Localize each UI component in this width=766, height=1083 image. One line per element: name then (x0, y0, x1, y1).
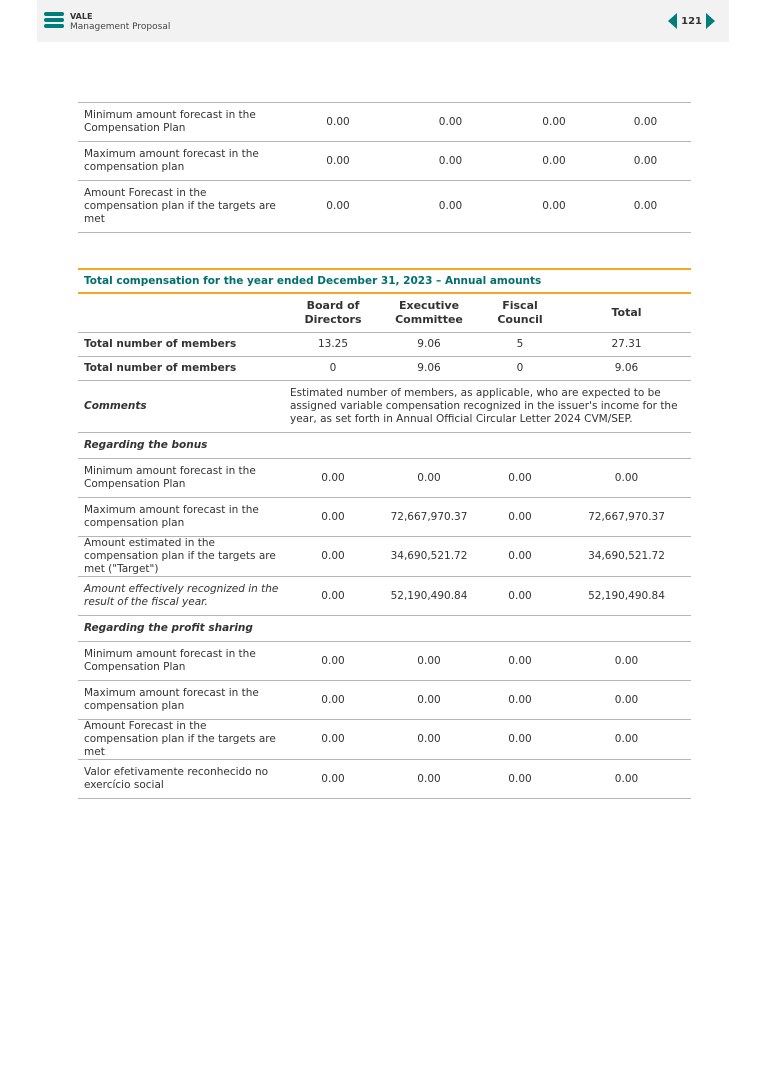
row-label: Amount estimated in the compensation plan if the targets are met ("Target") (78, 537, 286, 577)
cell-executive: 9.06 (380, 357, 478, 381)
table-row (78, 498, 691, 537)
cell-executive: 0.00 (380, 459, 478, 498)
cell-fiscal: 0.00 (478, 537, 562, 577)
cell-total: 9.06 (562, 357, 691, 381)
cell-total: 27.31 (562, 333, 691, 357)
cell-board: 13.25 (286, 333, 380, 357)
cell-executive: 9.06 (380, 333, 478, 357)
cell-total: 0.00 (600, 103, 691, 142)
cell-board: 0.00 (286, 720, 380, 760)
table-row (78, 181, 691, 233)
section-bonus: Regarding the bonus (78, 433, 691, 459)
column-header-executive: Executive Committee (380, 293, 478, 333)
profit-sharing-table-top (78, 102, 691, 233)
cell-board: 0.00 (283, 181, 393, 233)
cell-fiscal: 0.00 (508, 103, 600, 142)
table-row (78, 577, 691, 616)
cell-board: 0.00 (286, 459, 380, 498)
cell-total: 0.00 (562, 720, 691, 760)
cell-board: 0.00 (286, 537, 380, 577)
table-row (78, 357, 691, 381)
table-row (78, 760, 691, 799)
page-header (37, 0, 729, 42)
row-label: Total number of members (78, 333, 286, 357)
brand-subtitle: Management Proposal (70, 22, 171, 32)
cell-fiscal: 0.00 (478, 681, 562, 720)
cell-executive: 0.00 (393, 142, 508, 181)
cell-executive: 72,667,970.37 (380, 498, 478, 537)
cell-executive: 0.00 (380, 760, 478, 799)
header-blank (78, 293, 286, 333)
cell-total: 52,190,490.84 (562, 577, 691, 616)
cell-fiscal: 0.00 (478, 498, 562, 537)
table-row (78, 142, 691, 181)
row-label: Valor efetivamente reconhecido no exercício social (78, 760, 286, 799)
cell-board: 0.00 (283, 103, 393, 142)
next-page-icon[interactable] (706, 13, 715, 29)
cell-executive: 0.00 (380, 681, 478, 720)
cell-fiscal: 0.00 (478, 642, 562, 681)
cell-executive: 0.00 (393, 181, 508, 233)
table-row (78, 681, 691, 720)
table-title-row (78, 269, 691, 293)
row-label: Maximum amount forecast in the compensation plan (78, 142, 283, 181)
cell-total: 0.00 (600, 142, 691, 181)
cell-fiscal: 0 (478, 357, 562, 381)
table-row (78, 103, 691, 142)
section-row (78, 616, 691, 642)
column-header-board: Board of Directors (286, 293, 380, 333)
menu-icon[interactable] (44, 12, 64, 28)
cell-fiscal: 0.00 (478, 577, 562, 616)
pager (668, 13, 715, 29)
cell-total: 0.00 (562, 459, 691, 498)
cell-total: 0.00 (562, 681, 691, 720)
cell-board: 0.00 (283, 142, 393, 181)
row-label: Total number of members (78, 357, 286, 381)
row-label: Amount effectively recognized in the result of the fiscal year. (78, 577, 286, 616)
table-title: Total compensation for the year ended December 31, 2023 – Annual amounts (78, 269, 691, 293)
cell-executive: 0.00 (380, 642, 478, 681)
table-row (78, 642, 691, 681)
cell-fiscal: 0.00 (478, 760, 562, 799)
column-header-total: Total (562, 293, 691, 333)
row-label: Minimum amount forecast in the Compensation Plan (78, 103, 283, 142)
cell-total: 0.00 (600, 181, 691, 233)
comments-row (78, 381, 691, 433)
previous-page-icon[interactable] (668, 13, 677, 29)
column-header-fiscal: Fiscal Council (478, 293, 562, 333)
cell-executive: 0.00 (380, 720, 478, 760)
cell-total: 72,667,970.37 (562, 498, 691, 537)
table-row (78, 537, 691, 577)
cell-fiscal: 0.00 (478, 459, 562, 498)
cell-total: 0.00 (562, 642, 691, 681)
row-label: Amount Forecast in the compensation plan if the targets are met (78, 181, 283, 233)
page-number: 121 (681, 15, 702, 27)
table-row (78, 720, 691, 760)
column-header-row (78, 293, 691, 333)
cell-executive: 0.00 (393, 103, 508, 142)
comments-text: Estimated number of members, as applicable, who are expected to be assigned variable compensation recognized in the issuer's income for the year, as set forth in Annual Official Circular Letter 2024 CVM/SEP. (286, 381, 691, 433)
table-row (78, 459, 691, 498)
compensation-table (78, 268, 691, 799)
cell-fiscal: 5 (478, 333, 562, 357)
row-label: Minimum amount forecast in the Compensation Plan (78, 642, 286, 681)
comments-label: Comments (78, 381, 286, 433)
brand (70, 11, 170, 33)
row-label: Amount Forecast in the compensation plan if the targets are met (78, 720, 286, 760)
section-profit-sharing: Regarding the profit sharing (78, 616, 691, 642)
row-label: Maximum amount forecast in the compensation plan (78, 498, 286, 537)
cell-fiscal: 0.00 (508, 181, 600, 233)
cell-fiscal: 0.00 (508, 142, 600, 181)
cell-board: 0.00 (286, 760, 380, 799)
cell-fiscal: 0.00 (478, 720, 562, 760)
cell-executive: 34,690,521.72 (380, 537, 478, 577)
brand-name: VALE (70, 12, 93, 21)
cell-total: 0.00 (562, 760, 691, 799)
cell-total: 34,690,521.72 (562, 537, 691, 577)
row-label: Minimum amount forecast in the Compensation Plan (78, 459, 286, 498)
cell-board: 0.00 (286, 642, 380, 681)
cell-board: 0.00 (286, 681, 380, 720)
table-row (78, 333, 691, 357)
cell-executive: 52,190,490.84 (380, 577, 478, 616)
row-label: Maximum amount forecast in the compensation plan (78, 681, 286, 720)
section-row (78, 433, 691, 459)
cell-board: 0.00 (286, 577, 380, 616)
cell-board: 0.00 (286, 498, 380, 537)
cell-board: 0 (286, 357, 380, 381)
